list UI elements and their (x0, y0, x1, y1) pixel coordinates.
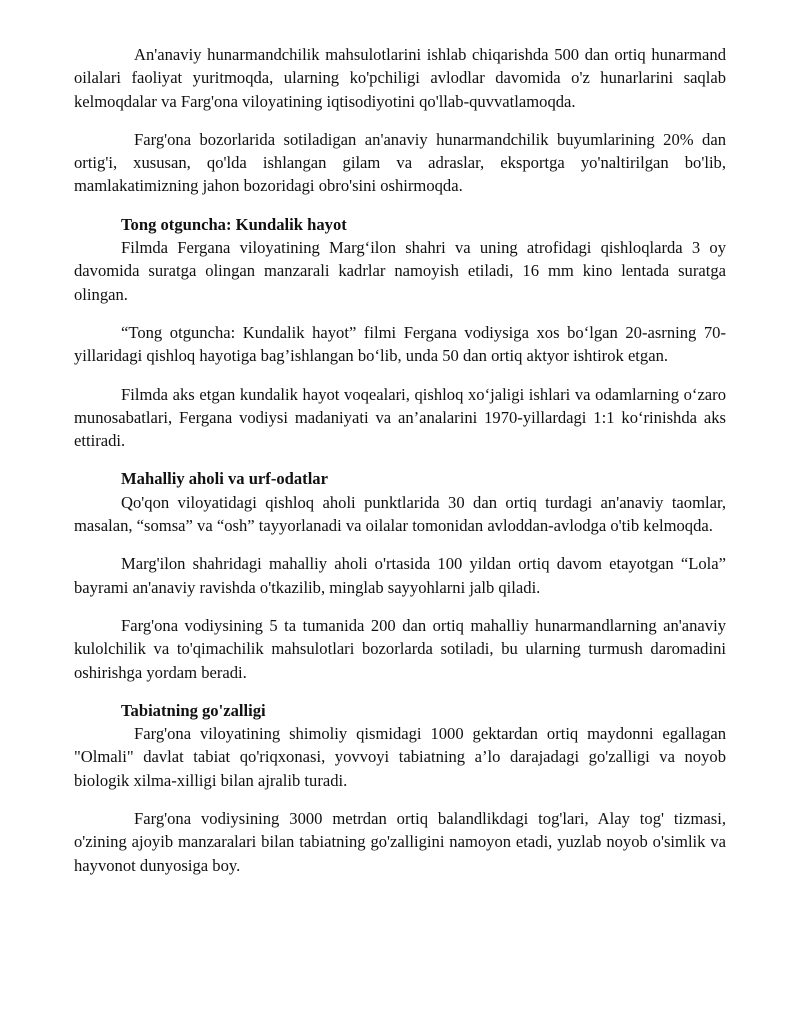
paragraph: An'anaviy hunarmandchilik mahsulotlarini ishlab chiqarishda 500 dan ortiq hunarmand oilalari faoliyat yuritmoqda, ularning ko'pchiligi avlodlar davomida o'z hunarlarini saqlab kelmoqdalar va Farg'ona viloyatining iqtisodiyotini qo'llab-quvvatlamoqda. (74, 45, 726, 111)
paragraph: Filmda Fergana viloyatining Marg‘ilon shahri va uning atrofidagi qishloqlarda 3 oy davomida suratga olingan manzarali kadrlar namoyish etiladi, 16 mm kino lentada suratga olingan. (74, 238, 726, 304)
document-page (74, 43, 726, 877)
section-heading-traditions: Mahalliy aholi va urf-odatlar (121, 469, 328, 489)
paragraph: Qo'qon viloyatidagi qishloq aholi punktlarida 30 dan ortiq turdagi an'anaviy taomlar, masalan, “somsa” va “osh” tayyorlanadi va oilalar tomonidan avloddan-avlodga o'tib kelmoqda. (74, 492, 726, 536)
section-heading-film: Tong otguncha: Kundalik hayot (121, 214, 347, 234)
paragraph: Farg'ona vodiysining 5 ta tumanida 200 dan ortiq mahalliy hunarmandlarning an'anaviy kulolchilik va to'qimachilik mahsulotlari bozorlarda sotiladi, bu ularning turmush daromadini oshirishga yordam beradi. (74, 615, 726, 682)
section-heading-nature: Tabiatning go'zalligi (121, 700, 266, 720)
paragraph: Farg'ona bozorlarida sotiladigan an'anaviy hunarmandchilik buyumlarining 20% dan ortig'i, xususan, qo'lda ishlangan gilam va adraslar, eksportga yo'naltirilgan bo'lib, mamlakatimizning jahon bozoridagi obro'sini oshirmoqda. (74, 129, 726, 196)
paragraph: Farg'ona viloyatining shimoliy qismidagi 1000 gektardan ortiq maydonni egallagan "Olmali" davlat tabiat qo'riqxonasi, yovvoyi tabiatning a’lo darajadagi go'zalligi va noyob biologik xilma-xilligi bilan ajralib turadi. (74, 724, 726, 790)
paragraph: Filmda aks etgan kundalik hayot voqealari, qishloq xo‘jaligi ishlari va odamlarning o‘zaro munosabatlari, Fergana vodiysi madaniyati va an’analarini 1970-yillardagi 1:1 ko‘rinishda aks ettiradi. (74, 384, 726, 451)
paragraph: “Tong otguncha: Kundalik hayot” filmi Fergana vodiysiga xos bo‘lgan 20-asrning 70-yillaridagi qishloq hayotiga bag’ishlangan bo‘lib, unda 50 dan ortiq aktyor ishtirok etgan. (74, 322, 726, 366)
paragraph: Farg'ona vodiysining 3000 metrdan ortiq balandlikdagi tog'lari, Alay tog' tizmasi, o'zining ajoyib manzaralari bilan tabiatning go'zalligini namoyon etadi, yuzlab noyob o'simlik va hayvonot dunyosiga boy. (74, 809, 726, 875)
paragraph: Marg'ilon shahridagi mahalliy aholi o'rtasida 100 yildan ortiq davom etayotgan “Lola” bayrami an'anaviy ravishda o'tkazilib, minglab sayyohlarni jalb qiladi. (74, 554, 726, 597)
